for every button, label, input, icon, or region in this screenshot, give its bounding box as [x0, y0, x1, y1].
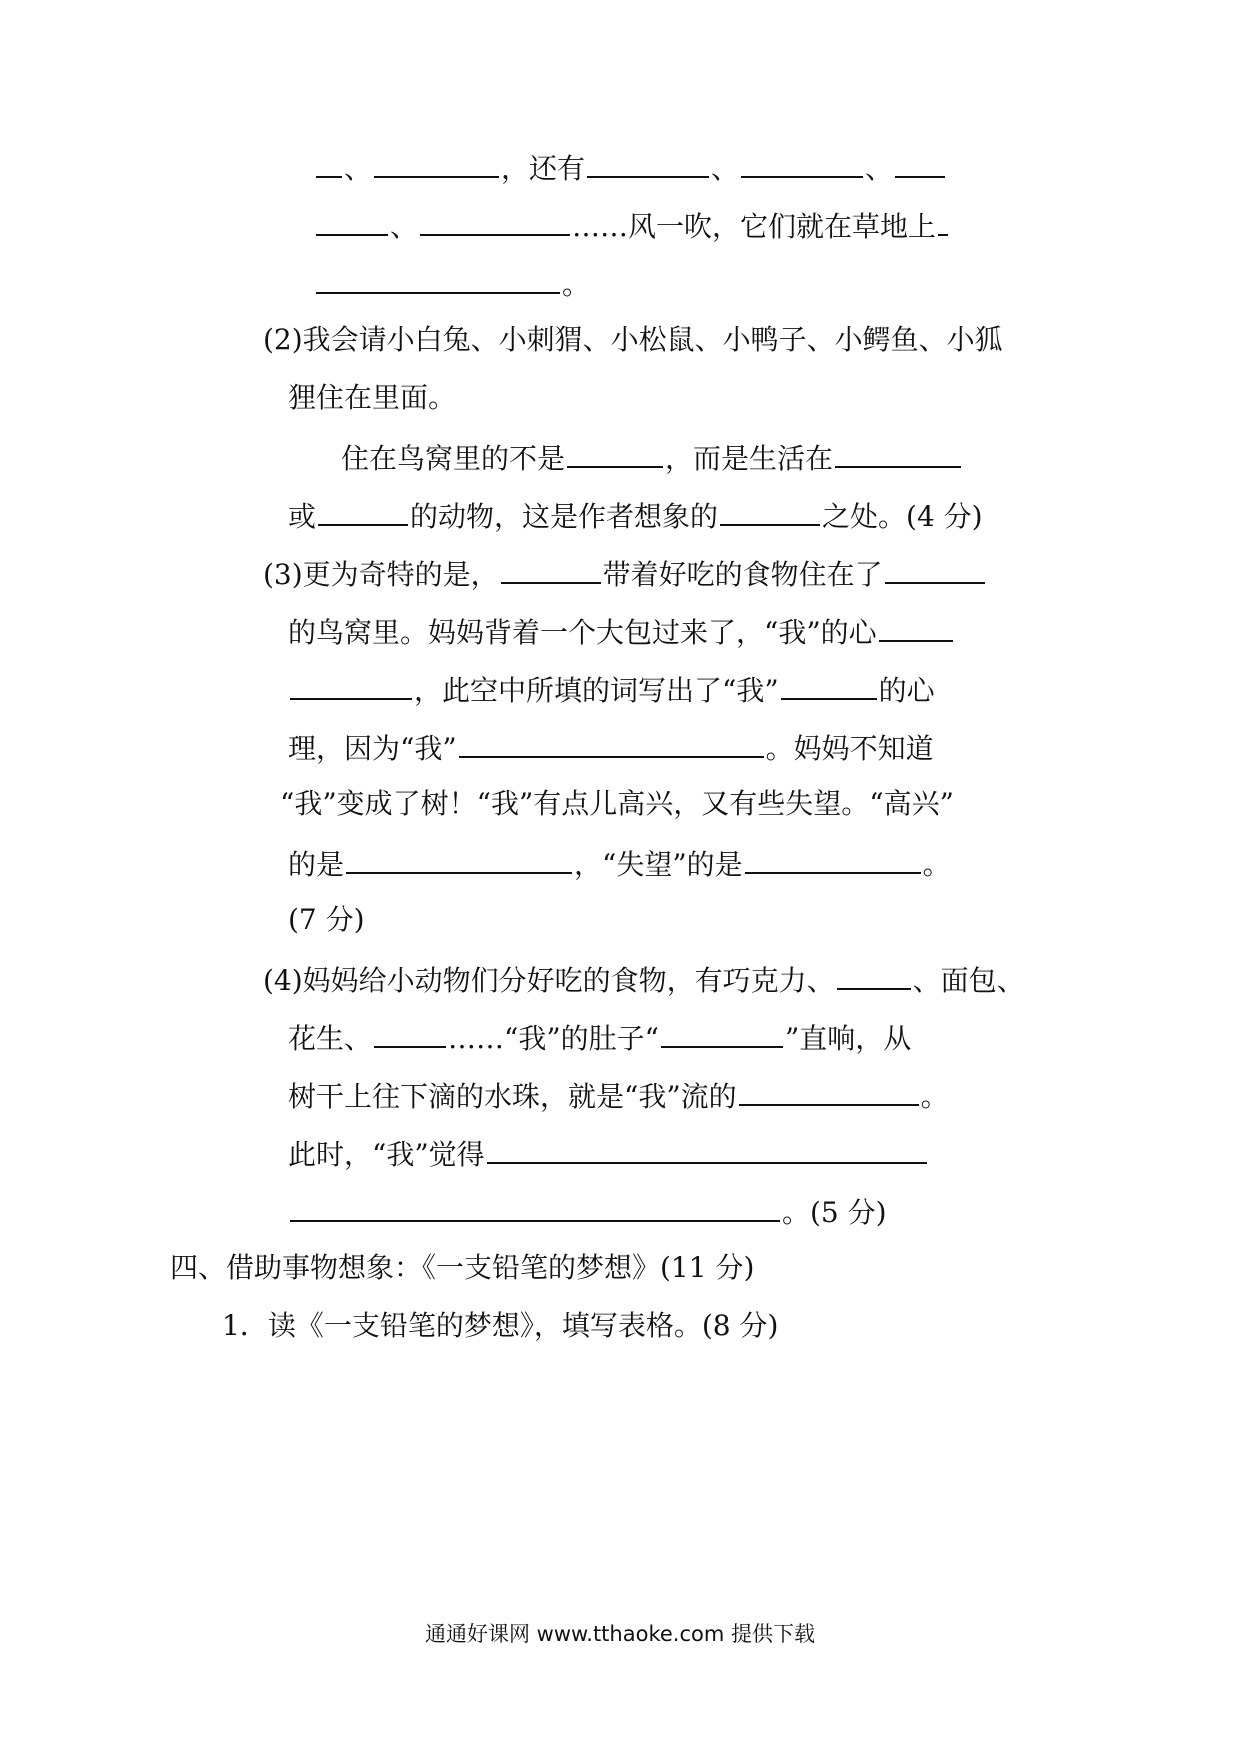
separator: 、: [711, 152, 740, 185]
text: ，而是生活在: [665, 442, 834, 475]
q4-line-1: [263, 958, 1025, 1001]
fill-blank[interactable]: [938, 204, 948, 236]
fill-blank[interactable]: [316, 146, 342, 178]
fill-blank[interactable]: [720, 494, 820, 526]
q3-line-3: [288, 668, 935, 711]
section-item-1: 1．读《一支铅笔的梦想》，填写表格。(8 分): [222, 1309, 779, 1342]
q2-line-2: 狸住在里面。: [288, 381, 457, 414]
fill-blank[interactable]: [895, 146, 945, 178]
text: (4)妈妈给小动物们分好吃的食物，有巧克力、: [263, 964, 835, 997]
fill-blank[interactable]: [290, 668, 412, 700]
text: 的心: [878, 674, 935, 707]
cont-line-2: [314, 204, 950, 247]
text: ……风一吹，它们就在草地上: [572, 210, 937, 243]
text: 。: [562, 268, 591, 301]
fill-blank[interactable]: [837, 958, 911, 990]
q2-line-1: (2)我会请小白兔、小刺猬、小松鼠、小鸭子、小鳄鱼、小狐: [263, 323, 1003, 356]
fill-blank[interactable]: [316, 262, 560, 294]
text: 理，因为“我”: [288, 732, 457, 765]
fill-blank[interactable]: [346, 842, 572, 874]
fill-blank[interactable]: [374, 146, 499, 178]
q2-line-4: [288, 494, 983, 537]
fill-blank[interactable]: [745, 842, 921, 874]
fill-blank[interactable]: [835, 436, 961, 468]
text: 花生、: [288, 1022, 373, 1055]
q4-line-3: [288, 1074, 949, 1117]
q3-line-7: (7 分): [288, 903, 365, 936]
text: ，还有: [501, 152, 586, 185]
fill-blank[interactable]: [661, 1016, 783, 1048]
fill-blank[interactable]: [739, 1074, 919, 1106]
page-footer: 通通好课网 www.tthaoke.com 提供下载: [425, 1622, 815, 1646]
q3-line-5: “我”变成了树！“我”有点儿高兴，又有些失望。“高兴”: [280, 787, 954, 820]
q2-line-3: [341, 436, 963, 479]
fill-blank[interactable]: [741, 146, 863, 178]
fill-blank[interactable]: [567, 436, 663, 468]
text: 的是: [288, 848, 345, 881]
text: 树干上往下滴的水珠，就是“我”流的: [288, 1080, 737, 1113]
fill-blank[interactable]: [487, 1132, 927, 1164]
text: 。: [920, 1080, 949, 1113]
fill-blank[interactable]: [318, 494, 408, 526]
fill-blank[interactable]: [885, 552, 985, 584]
text: 、面包、: [912, 964, 1025, 997]
fill-blank[interactable]: [290, 1190, 780, 1222]
fill-blank[interactable]: [587, 146, 709, 178]
q4-line-4: [288, 1132, 929, 1175]
text: 带着好吃的食物住在了: [602, 558, 883, 591]
text: ，“失望”的是: [574, 848, 743, 881]
separator: 、: [344, 152, 373, 185]
text: ”直响，从: [784, 1022, 912, 1055]
fill-blank[interactable]: [316, 204, 388, 236]
fill-blank[interactable]: [420, 204, 570, 236]
text: 此时，“我”觉得: [288, 1138, 485, 1171]
fill-blank[interactable]: [781, 668, 877, 700]
text: ，此空中所填的词写出了“我”: [414, 674, 779, 707]
fill-blank[interactable]: [374, 1016, 446, 1048]
fill-blank[interactable]: [501, 552, 601, 584]
text: 。(5 分): [782, 1196, 887, 1229]
text: 的鸟窝里。妈妈背着一个大包过来了，“我”的心: [288, 616, 877, 649]
cont-line-1: [314, 146, 947, 189]
text: 住在鸟窝里的不是: [341, 442, 566, 475]
q3-line-6: [288, 842, 951, 885]
section-heading: 四、借助事物想象：《一支铅笔的梦想》(11 分): [170, 1251, 755, 1284]
text: 。妈妈不知道: [765, 732, 934, 765]
fill-blank[interactable]: [879, 610, 953, 642]
text: (3)更为奇特的是，: [263, 558, 499, 591]
separator: 、: [865, 152, 894, 185]
q3-line-1: [263, 552, 987, 595]
q3-line-4: [288, 726, 934, 769]
separator: 、: [390, 210, 419, 243]
text: 的动物，这是作者想象的: [410, 500, 719, 533]
q4-line-5: [288, 1190, 887, 1233]
text: 或: [288, 500, 317, 533]
q3-line-2: [288, 610, 955, 653]
text: 之处。(4 分): [822, 500, 983, 533]
fill-blank[interactable]: [459, 726, 764, 758]
cont-line-3: [314, 262, 590, 305]
text: 。: [922, 848, 951, 881]
q4-line-2: [288, 1016, 911, 1059]
text: ……“我”的肚子“: [448, 1022, 659, 1055]
